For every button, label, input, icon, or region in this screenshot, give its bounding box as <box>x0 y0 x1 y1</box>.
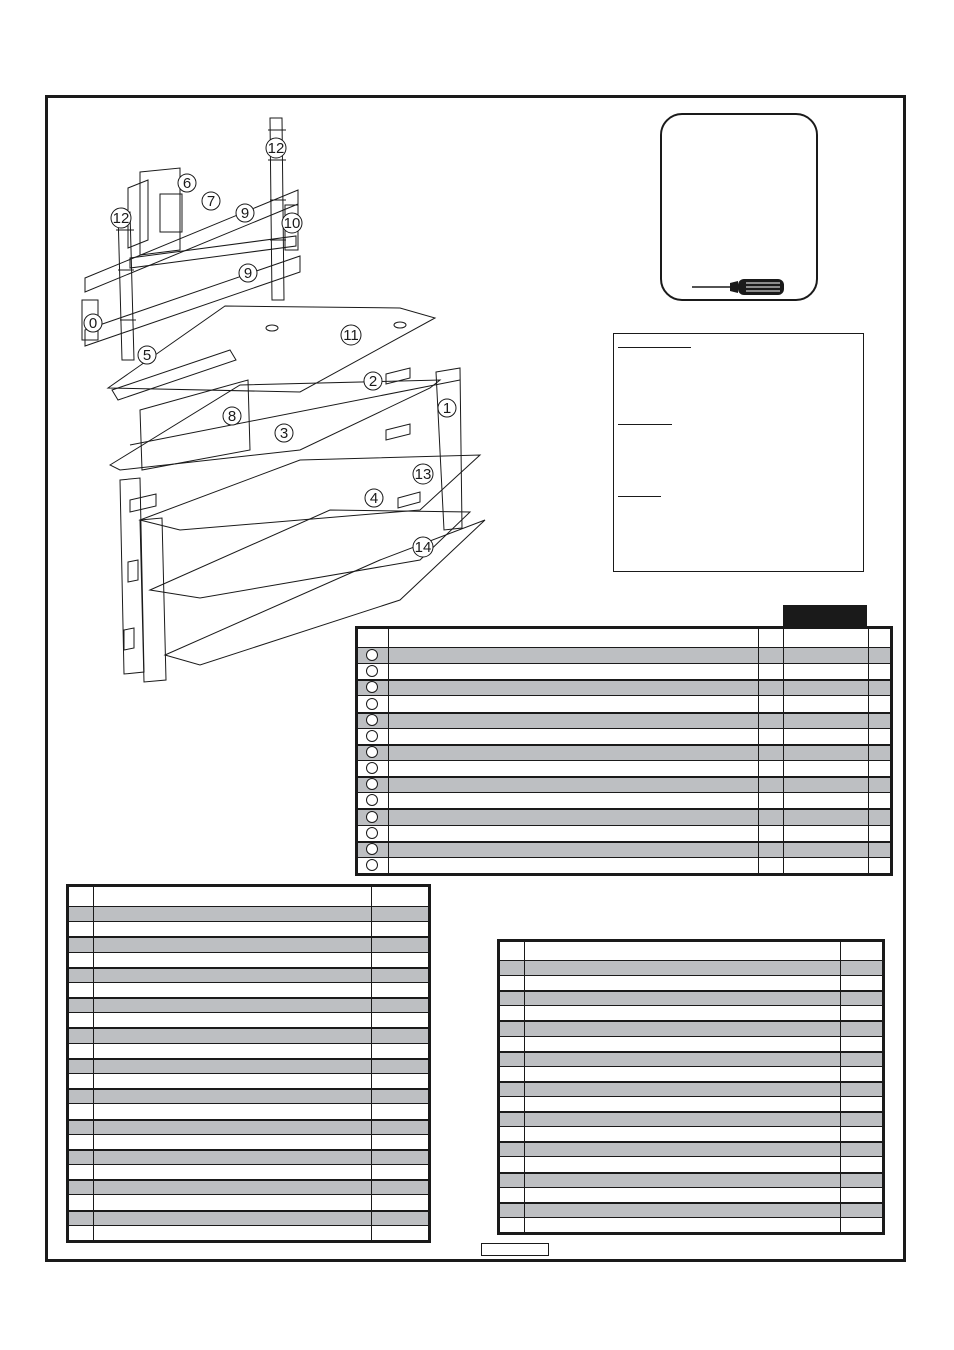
parts-table-header-tab <box>783 605 867 626</box>
table-row <box>500 960 882 975</box>
callout-7 <box>202 192 220 210</box>
table-column-divider <box>93 887 94 1240</box>
svg-text:13: 13 <box>414 466 432 483</box>
table-row <box>69 1012 428 1027</box>
callout-2 <box>364 372 382 390</box>
part-number-circle <box>366 762 378 774</box>
table-row <box>500 975 882 990</box>
table-row <box>500 1217 882 1232</box>
table-row <box>500 1156 882 1171</box>
table-row <box>358 663 890 679</box>
callout-1 <box>438 399 456 417</box>
table-row <box>69 1149 428 1164</box>
note-heading-underline-1 <box>618 347 691 348</box>
table-row <box>69 1103 428 1118</box>
part-number-circle <box>366 730 378 742</box>
svg-text:12: 12 <box>112 210 130 227</box>
table-row <box>500 1096 882 1111</box>
table-row <box>69 1119 428 1134</box>
table-row <box>69 952 428 967</box>
table-row <box>358 744 890 760</box>
part-number-circle <box>366 746 378 758</box>
callout-4 <box>365 489 383 507</box>
callout-5 <box>138 346 156 364</box>
table-row <box>69 1073 428 1088</box>
table-row <box>500 1051 882 1066</box>
assembly-diagram <box>70 105 510 695</box>
callout-0 <box>84 314 102 332</box>
svg-text:10: 10 <box>283 215 301 232</box>
svg-text:12: 12 <box>267 140 285 157</box>
table-column-divider <box>388 629 389 873</box>
screwdriver-icon <box>690 275 790 297</box>
svg-text:8: 8 <box>227 408 237 425</box>
svg-text:7: 7 <box>206 193 216 210</box>
part-number-circle <box>366 811 378 823</box>
table-column-divider <box>868 629 869 873</box>
callout-9-lower <box>239 264 257 282</box>
table-row <box>69 1164 428 1179</box>
table-column-divider <box>371 887 372 1240</box>
table-row <box>358 679 890 695</box>
callout-6 <box>178 174 196 192</box>
part-number-circle <box>366 649 378 661</box>
table-row <box>69 1088 428 1103</box>
table-row <box>358 841 890 857</box>
svg-text:4: 4 <box>369 490 379 507</box>
callout-12-left <box>111 208 131 228</box>
table-row <box>358 760 890 776</box>
tools-required-box <box>660 113 818 301</box>
table-row <box>69 1027 428 1042</box>
table-row <box>500 1111 882 1126</box>
table-column-divider <box>783 629 784 873</box>
callout-12-top <box>266 138 286 158</box>
page-footer-box <box>481 1243 549 1256</box>
callout-9-top <box>236 204 254 222</box>
part-number-circle <box>366 827 378 839</box>
note-heading-underline-2 <box>618 424 672 425</box>
table-row <box>358 712 890 728</box>
table-row <box>69 1058 428 1073</box>
hardware-list-table-right <box>497 939 885 1235</box>
table-row <box>500 1187 882 1202</box>
svg-text:9: 9 <box>243 265 253 282</box>
table-row <box>69 906 428 921</box>
table-row <box>358 808 890 824</box>
table-row <box>500 1066 882 1081</box>
table-row <box>500 1005 882 1020</box>
table-row <box>69 936 428 951</box>
table-row <box>69 1043 428 1058</box>
table-row <box>500 1036 882 1051</box>
table-row <box>500 1081 882 1096</box>
table-row <box>358 647 890 663</box>
table-column-divider <box>758 629 759 873</box>
svg-text:2: 2 <box>368 373 378 390</box>
table-row <box>358 776 890 792</box>
table-row <box>69 982 428 997</box>
table-row <box>358 728 890 744</box>
callout-14 <box>413 537 433 557</box>
table-row <box>358 695 890 711</box>
table-row <box>500 1141 882 1156</box>
part-number-circle <box>366 843 378 855</box>
callout-13 <box>413 464 433 484</box>
table-row <box>69 1134 428 1149</box>
svg-text:3: 3 <box>279 425 289 442</box>
table-row <box>500 990 882 1005</box>
svg-text:9: 9 <box>240 205 250 222</box>
table-row <box>500 1126 882 1141</box>
table-row <box>69 1179 428 1194</box>
svg-text:14: 14 <box>414 539 432 556</box>
table-row <box>69 921 428 936</box>
table-row <box>69 1225 428 1240</box>
table-row <box>500 1020 882 1035</box>
callout-3 <box>275 424 293 442</box>
table-row <box>500 1202 882 1217</box>
table-row <box>358 857 890 873</box>
table-row <box>69 1194 428 1209</box>
callout-10 <box>282 213 302 233</box>
parts-list-table <box>355 626 893 876</box>
part-number-circle <box>366 859 378 871</box>
svg-text:5: 5 <box>142 347 152 364</box>
table-row <box>69 997 428 1012</box>
part-number-circle <box>366 698 378 710</box>
svg-text:6: 6 <box>182 175 192 192</box>
callout-8 <box>223 407 241 425</box>
table-column-divider <box>840 942 841 1232</box>
table-row <box>358 825 890 841</box>
table-row <box>69 1210 428 1225</box>
part-number-circle <box>366 714 378 726</box>
callout-11 <box>341 325 361 345</box>
table-column-divider <box>524 942 525 1232</box>
table-row <box>500 1172 882 1187</box>
hardware-list-table-left <box>66 884 431 1243</box>
svg-text:11: 11 <box>343 327 359 344</box>
svg-text:0: 0 <box>88 315 98 332</box>
notes-box <box>613 333 864 572</box>
table-row <box>69 967 428 982</box>
table-row <box>358 792 890 808</box>
svg-text:1: 1 <box>442 400 452 417</box>
note-heading-underline-3 <box>618 496 661 497</box>
